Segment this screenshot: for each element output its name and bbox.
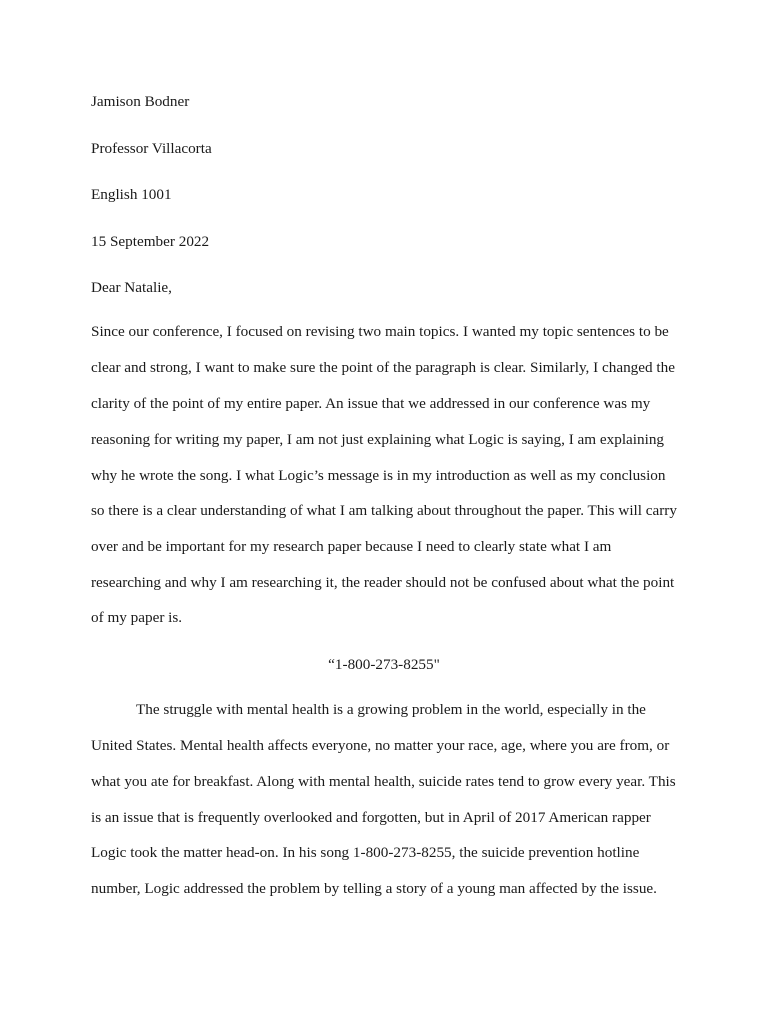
essay-line: is an issue that is frequently overlooked and forgotten, but in April of 2017 American rapper (91, 809, 651, 826)
letter-line: researching and why I am researching it, the reader should not be confused about what the point (91, 574, 675, 591)
essay-line: The struggle with mental health is a growing problem in the world, especially in the (136, 701, 646, 718)
letter-line: over and be important for my research paper because I need to clearly state what I am (91, 538, 612, 555)
essay-line: what you ate for breakfast. Along with mental health, suicide rates tend to grow every year. This (91, 773, 676, 790)
essay-line: Logic took the matter head-on. In his song 1-800-273-8255, the suicide prevention hotline (91, 844, 640, 861)
course-name: English 1001 (91, 186, 172, 203)
essay-line: number, Logic addressed the problem by telling a story of a young man affected by the issue. (91, 880, 657, 897)
salutation: Dear Natalie, (91, 279, 172, 296)
letter-line: Since our conference, I focused on revising two main topics. I wanted my topic sentences to be (91, 323, 669, 340)
professor-name: Professor Villacorta (91, 140, 212, 157)
letter-line: clarity of the point of my entire paper. An issue that we addressed in our conference was my (91, 395, 651, 412)
essay-title: “1-800-273-8255" (328, 656, 440, 673)
letter-line: clear and strong, I want to make sure the point of the paragraph is clear. Similarly, I changed the (91, 359, 675, 376)
author-name: Jamison Bodner (91, 93, 190, 110)
letter-line: reasoning for writing my paper, I am not just explaining what Logic is saying, I am explaining (91, 431, 665, 448)
essay-line: United States. Mental health affects everyone, no matter your race, age, where you are from, or (91, 737, 670, 754)
letter-line: so there is a clear understanding of what I am talking about throughout the paper. This will carry (91, 502, 677, 519)
letter-line: why he wrote the song. I what Logic’s message is in my introduction as well as my conclusion (91, 467, 666, 484)
date: 15 September 2022 (91, 233, 210, 250)
letter-line: of my paper is. (91, 609, 183, 626)
